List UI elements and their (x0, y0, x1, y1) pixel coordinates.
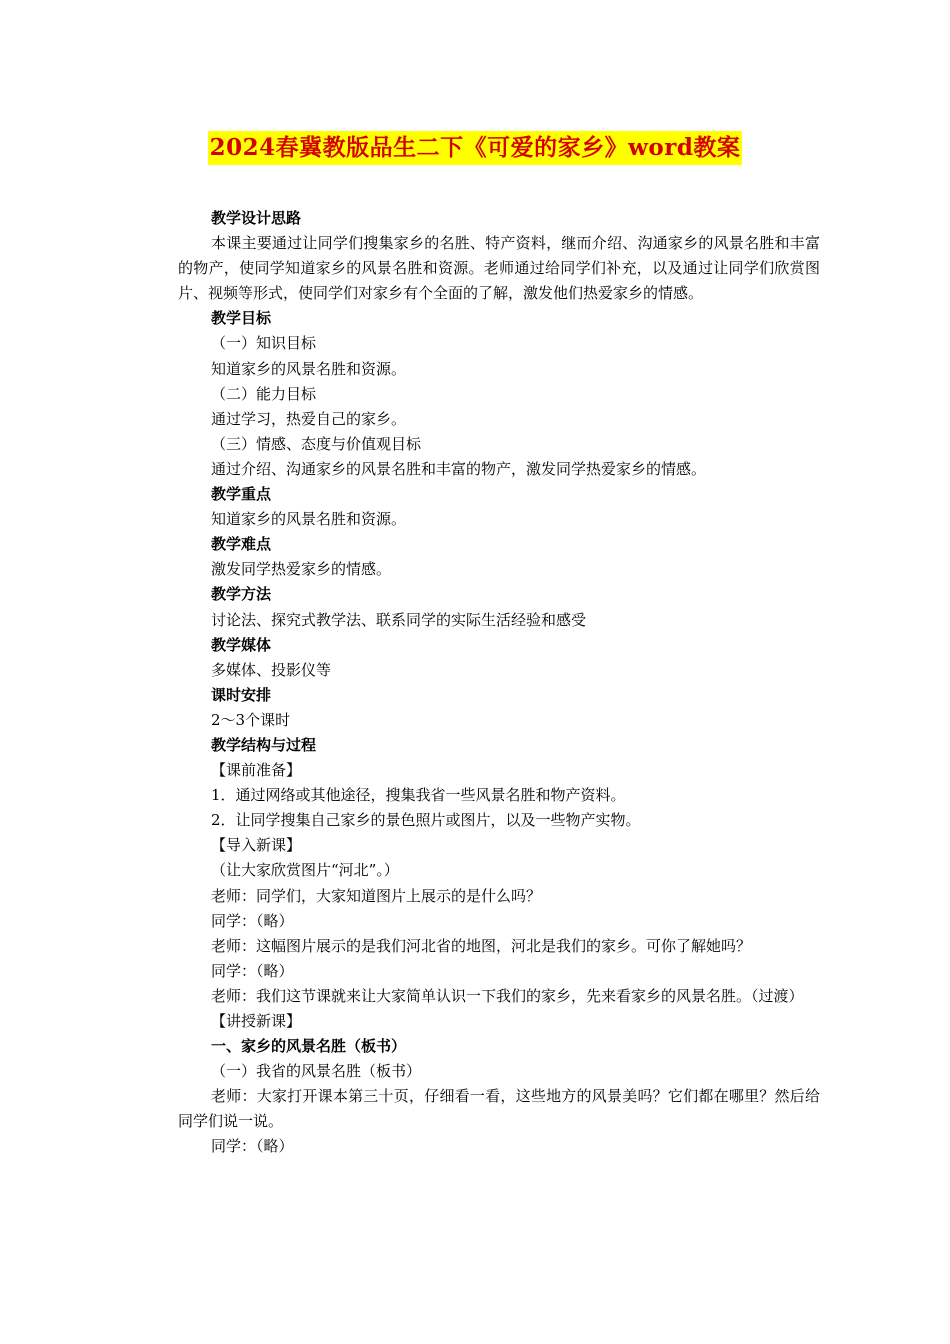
section-preparation: 【课前准备】 (211, 761, 302, 780)
heading-structure: 教学结构与过程 (211, 735, 317, 754)
preparation-item-2: 2．让同学搜集自己家乡的景色照片或图片，以及一些物产实物。 (211, 811, 641, 830)
methods-text: 讨论法、探究式教学法、联系同学的实际生活经验和感受 (211, 610, 587, 629)
heading-media: 教学媒体 (211, 635, 272, 654)
goal-knowledge-text: 知道家乡的风景名胜和资源。 (211, 359, 407, 378)
dialogue-student-3: 同学：（略） (211, 1137, 294, 1156)
goal-ability-text: 通过学习，热爱自己的家乡。 (211, 409, 407, 428)
document-title: 2024春冀教版品生二下《可爱的家乡》word教案 (208, 131, 743, 165)
goal-emotion-heading: （三）情感、态度与价值观目标 (211, 434, 422, 453)
title-container (0, 131, 950, 165)
goal-emotion-text: 通过介绍、沟通家乡的风景名胜和丰富的物产，激发同学热爱家乡的情感。 (211, 459, 707, 478)
section-new-lesson: 【讲授新课】 (211, 1012, 302, 1030)
heading-scenic-spots: 一、家乡的风景名胜（板书） (211, 1037, 407, 1056)
dialogue-student-2: 同学：（略） (211, 961, 294, 980)
dialogue-teacher-1: 老师：同学们，大家知道图片上展示的是什么吗？ (211, 886, 542, 905)
subheading-province-spots: （一）我省的风景名胜（板书） (211, 1062, 422, 1081)
dialogue-student-1: 同学：（略） (211, 911, 294, 930)
introduction-note: （让大家欣赏图片“河北”。） (211, 861, 399, 880)
section-introduction: 【导入新课】 (211, 836, 302, 855)
schedule-text: 2～3个课时 (211, 710, 291, 729)
goal-ability-heading: （二）能力目标 (211, 384, 317, 403)
difficulties-text: 激发同学热爱家乡的情感。 (211, 560, 392, 579)
goal-knowledge-heading: （一）知识目标 (211, 334, 317, 353)
heading-key-points: 教学重点 (211, 485, 272, 504)
dialogue-teacher-3: 老师：我们这节课就来让大家简单认识一下我们的家乡，先来看家乡的风景名胜。（过渡） (211, 986, 804, 1005)
heading-methods: 教学方法 (211, 585, 272, 604)
dialogue-teacher-4: 老师：大家打开课本第三十页，仔细看一看，这些地方的风景美吗？它们都在哪里？然后给同学们说一说。 (178, 1087, 820, 1131)
preparation-item-1: 1．通过网络或其他途径，搜集我省一些风景名胜和物产资料。 (211, 786, 626, 805)
heading-goals: 教学目标 (211, 309, 272, 328)
media-text: 多媒体、投影仪等 (211, 660, 332, 679)
document-body (178, 206, 820, 1160)
dialogue-teacher-2: 老师：这幅图片展示的是我们河北省的地图，河北是我们的家乡。可你了解她吗？ (211, 936, 752, 955)
heading-design-idea: 教学设计思路 (211, 209, 302, 227)
paragraph-design-idea: 本课主要通过让同学们搜集家乡的名胜、特产资料，继而介绍、沟通家乡的风景名胜和丰富的物产，使同学知道家乡的风景名胜和资源。老师通过给同学们补充，以及通过让同学们欣赏图片、视频等形式，使同学们对家乡有个全面的了解，激发他们热爱家乡的情感。 (178, 234, 820, 303)
key-points-text: 知道家乡的风景名胜和资源。 (211, 510, 407, 529)
heading-difficulties: 教学难点 (211, 535, 272, 554)
heading-schedule: 课时安排 (211, 685, 272, 704)
